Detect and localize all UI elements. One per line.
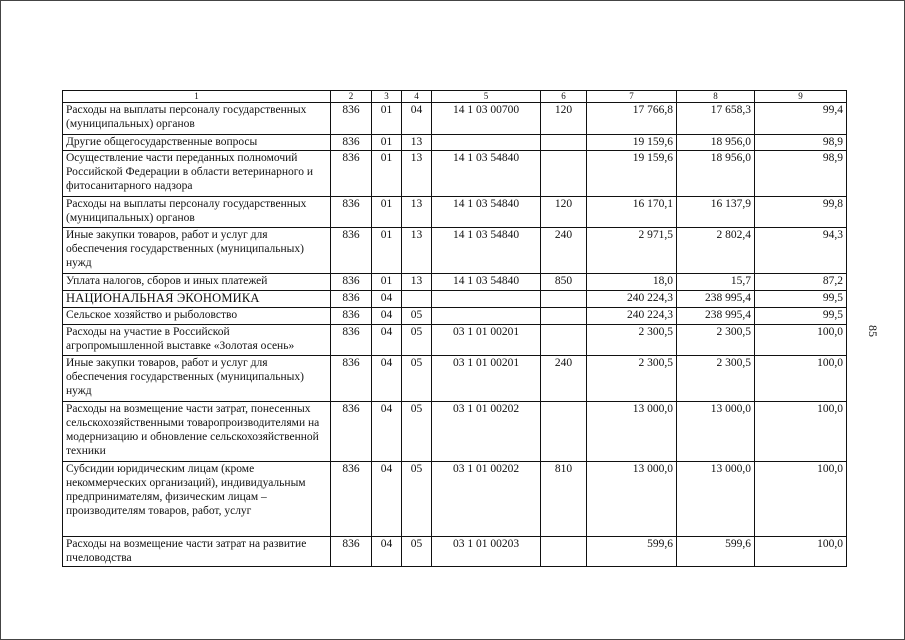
header-row: [63, 91, 847, 103]
expense-type: [541, 308, 587, 325]
execution-percent: 99,5: [755, 291, 847, 308]
section-code: 04: [372, 291, 402, 308]
actual-amount: 2 300,5: [677, 356, 755, 402]
target-article: 03 1 01 00202: [432, 462, 541, 537]
row-name: Осуществление части переданных полномочий Российской Федерации в области ветеринарного и фитосанитарного надзора: [63, 151, 331, 197]
section-code: 04: [372, 462, 402, 537]
target-article: 03 1 01 00201: [432, 356, 541, 402]
expense-type: [541, 151, 587, 197]
planned-amount: 599,6: [587, 537, 677, 567]
target-article: 14 1 03 54840: [432, 228, 541, 274]
planned-amount: 240 224,3: [587, 308, 677, 325]
execution-percent: 98,9: [755, 135, 847, 151]
subsection-code: 04: [402, 103, 432, 135]
actual-amount: 18 956,0: [677, 151, 755, 197]
actual-amount: 15,7: [677, 274, 755, 291]
ved-code: 836: [331, 356, 372, 402]
target-article: 14 1 03 00700: [432, 103, 541, 135]
subsection-code: 13: [402, 151, 432, 197]
subsection-code: 13: [402, 228, 432, 274]
expense-type: 240: [541, 356, 587, 402]
target-article: 14 1 03 54840: [432, 151, 541, 197]
row-name: Расходы на возмещение части затрат на развитие пчеловодства: [63, 537, 331, 567]
actual-amount: 2 802,4: [677, 228, 755, 274]
execution-percent: 100,0: [755, 462, 847, 537]
subsection-code: 05: [402, 356, 432, 402]
row-name: Расходы на участие в Российской агропромышленной выставке «Золотая осень»: [63, 325, 331, 356]
table-row: [63, 151, 847, 197]
ved-code: 836: [331, 325, 372, 356]
planned-amount: 19 159,6: [587, 151, 677, 197]
actual-amount: 238 995,4: [677, 291, 755, 308]
table-row: [63, 197, 847, 228]
execution-percent: 100,0: [755, 325, 847, 356]
actual-amount: 238 995,4: [677, 308, 755, 325]
planned-amount: 17 766,8: [587, 103, 677, 135]
actual-amount: 17 658,3: [677, 103, 755, 135]
table-row: [63, 462, 847, 537]
target-article: 03 1 01 00201: [432, 325, 541, 356]
table-row: [63, 103, 847, 135]
section-code: 01: [372, 197, 402, 228]
header-cell: 3: [372, 91, 402, 103]
row-name: Сельское хозяйство и рыболовство: [63, 308, 331, 325]
subsection-code: 05: [402, 402, 432, 462]
header-cell: 7: [587, 91, 677, 103]
actual-amount: 13 000,0: [677, 402, 755, 462]
ved-code: 836: [331, 402, 372, 462]
table-row: [63, 402, 847, 462]
expense-type: 120: [541, 197, 587, 228]
row-name: Уплата налогов, сборов и иных платежей: [63, 274, 331, 291]
ved-code: 836: [331, 151, 372, 197]
header-cell: 4: [402, 91, 432, 103]
execution-percent: 94,3: [755, 228, 847, 274]
ved-code: 836: [331, 197, 372, 228]
ved-code: 836: [331, 228, 372, 274]
row-name: Субсидии юридическим лицам (кроме некоммерческих организаций), индивидуальным предпринимателям, физическим лицам – производителям товаров, работ, услуг: [63, 462, 331, 537]
row-name: НАЦИОНАЛЬНАЯ ЭКОНОМИКА: [63, 291, 331, 308]
expense-type: [541, 135, 587, 151]
section-code: 01: [372, 228, 402, 274]
header-cell: 2: [331, 91, 372, 103]
subsection-code: 13: [402, 135, 432, 151]
ved-code: 836: [331, 291, 372, 308]
section-code: 04: [372, 537, 402, 567]
subsection-code: 05: [402, 308, 432, 325]
planned-amount: 2 971,5: [587, 228, 677, 274]
row-name: Иные закупки товаров, работ и услуг для обеспечения государственных (муниципальных) нужд: [63, 356, 331, 402]
planned-amount: 16 170,1: [587, 197, 677, 228]
header-cell: 9: [755, 91, 847, 103]
row-name: Другие общегосударственные вопросы: [63, 135, 331, 151]
ved-code: 836: [331, 462, 372, 537]
target-article: [432, 135, 541, 151]
subsection-code: 05: [402, 462, 432, 537]
table-row: [63, 291, 847, 308]
subsection-code: [402, 291, 432, 308]
execution-percent: 98,9: [755, 151, 847, 197]
table-row: [63, 537, 847, 567]
table-row: [63, 325, 847, 356]
row-name: Расходы на выплаты персоналу государственных (муниципальных) органов: [63, 197, 331, 228]
execution-percent: 100,0: [755, 402, 847, 462]
expense-type: 240: [541, 228, 587, 274]
budget-table: [62, 90, 847, 567]
actual-amount: 2 300,5: [677, 325, 755, 356]
header-cell: 5: [432, 91, 541, 103]
target-article: [432, 291, 541, 308]
ved-code: 836: [331, 537, 372, 567]
ved-code: 836: [331, 274, 372, 291]
table-row: [63, 356, 847, 402]
table-row: [63, 274, 847, 291]
section-code: 01: [372, 103, 402, 135]
subsection-code: 05: [402, 325, 432, 356]
table-row: [63, 228, 847, 274]
execution-percent: 100,0: [755, 537, 847, 567]
planned-amount: 2 300,5: [587, 356, 677, 402]
row-name: Расходы на выплаты персоналу государственных (муниципальных) органов: [63, 103, 331, 135]
subsection-code: 13: [402, 274, 432, 291]
section-code: 01: [372, 151, 402, 197]
planned-amount: 18,0: [587, 274, 677, 291]
planned-amount: 13 000,0: [587, 402, 677, 462]
actual-amount: 13 000,0: [677, 462, 755, 537]
target-article: 03 1 01 00203: [432, 537, 541, 567]
expense-type: [541, 402, 587, 462]
subsection-code: 13: [402, 197, 432, 228]
actual-amount: 599,6: [677, 537, 755, 567]
expense-type: [541, 291, 587, 308]
target-article: [432, 308, 541, 325]
expense-type: 850: [541, 274, 587, 291]
section-code: 01: [372, 274, 402, 291]
page-number: 85: [866, 325, 880, 337]
actual-amount: 16 137,9: [677, 197, 755, 228]
target-article: 14 1 03 54840: [432, 274, 541, 291]
section-code: 04: [372, 356, 402, 402]
header-cell: 1: [63, 91, 331, 103]
section-code: 04: [372, 325, 402, 356]
execution-percent: 99,4: [755, 103, 847, 135]
expense-type: [541, 325, 587, 356]
expense-type: [541, 537, 587, 567]
target-article: 14 1 03 54840: [432, 197, 541, 228]
section-code: 04: [372, 308, 402, 325]
planned-amount: 240 224,3: [587, 291, 677, 308]
table-row: [63, 135, 847, 151]
ved-code: 836: [331, 135, 372, 151]
execution-percent: 87,2: [755, 274, 847, 291]
execution-percent: 99,8: [755, 197, 847, 228]
table-row: [63, 308, 847, 325]
header-cell: 6: [541, 91, 587, 103]
row-name: Расходы на возмещение части затрат, понесенных сельскохозяйственными товаропроизводителями на модернизацию и обновление сельскохозяйственной техники: [63, 402, 331, 462]
row-name: Иные закупки товаров, работ и услуг для обеспечения государственных (муниципальных) нужд: [63, 228, 331, 274]
execution-percent: 99,5: [755, 308, 847, 325]
planned-amount: 13 000,0: [587, 462, 677, 537]
ved-code: 836: [331, 308, 372, 325]
expense-type: 120: [541, 103, 587, 135]
header-cell: 8: [677, 91, 755, 103]
planned-amount: 19 159,6: [587, 135, 677, 151]
target-article: 03 1 01 00202: [432, 402, 541, 462]
subsection-code: 05: [402, 537, 432, 567]
ved-code: 836: [331, 103, 372, 135]
actual-amount: 18 956,0: [677, 135, 755, 151]
planned-amount: 2 300,5: [587, 325, 677, 356]
execution-percent: 100,0: [755, 356, 847, 402]
section-code: 01: [372, 135, 402, 151]
expense-type: 810: [541, 462, 587, 537]
section-code: 04: [372, 402, 402, 462]
